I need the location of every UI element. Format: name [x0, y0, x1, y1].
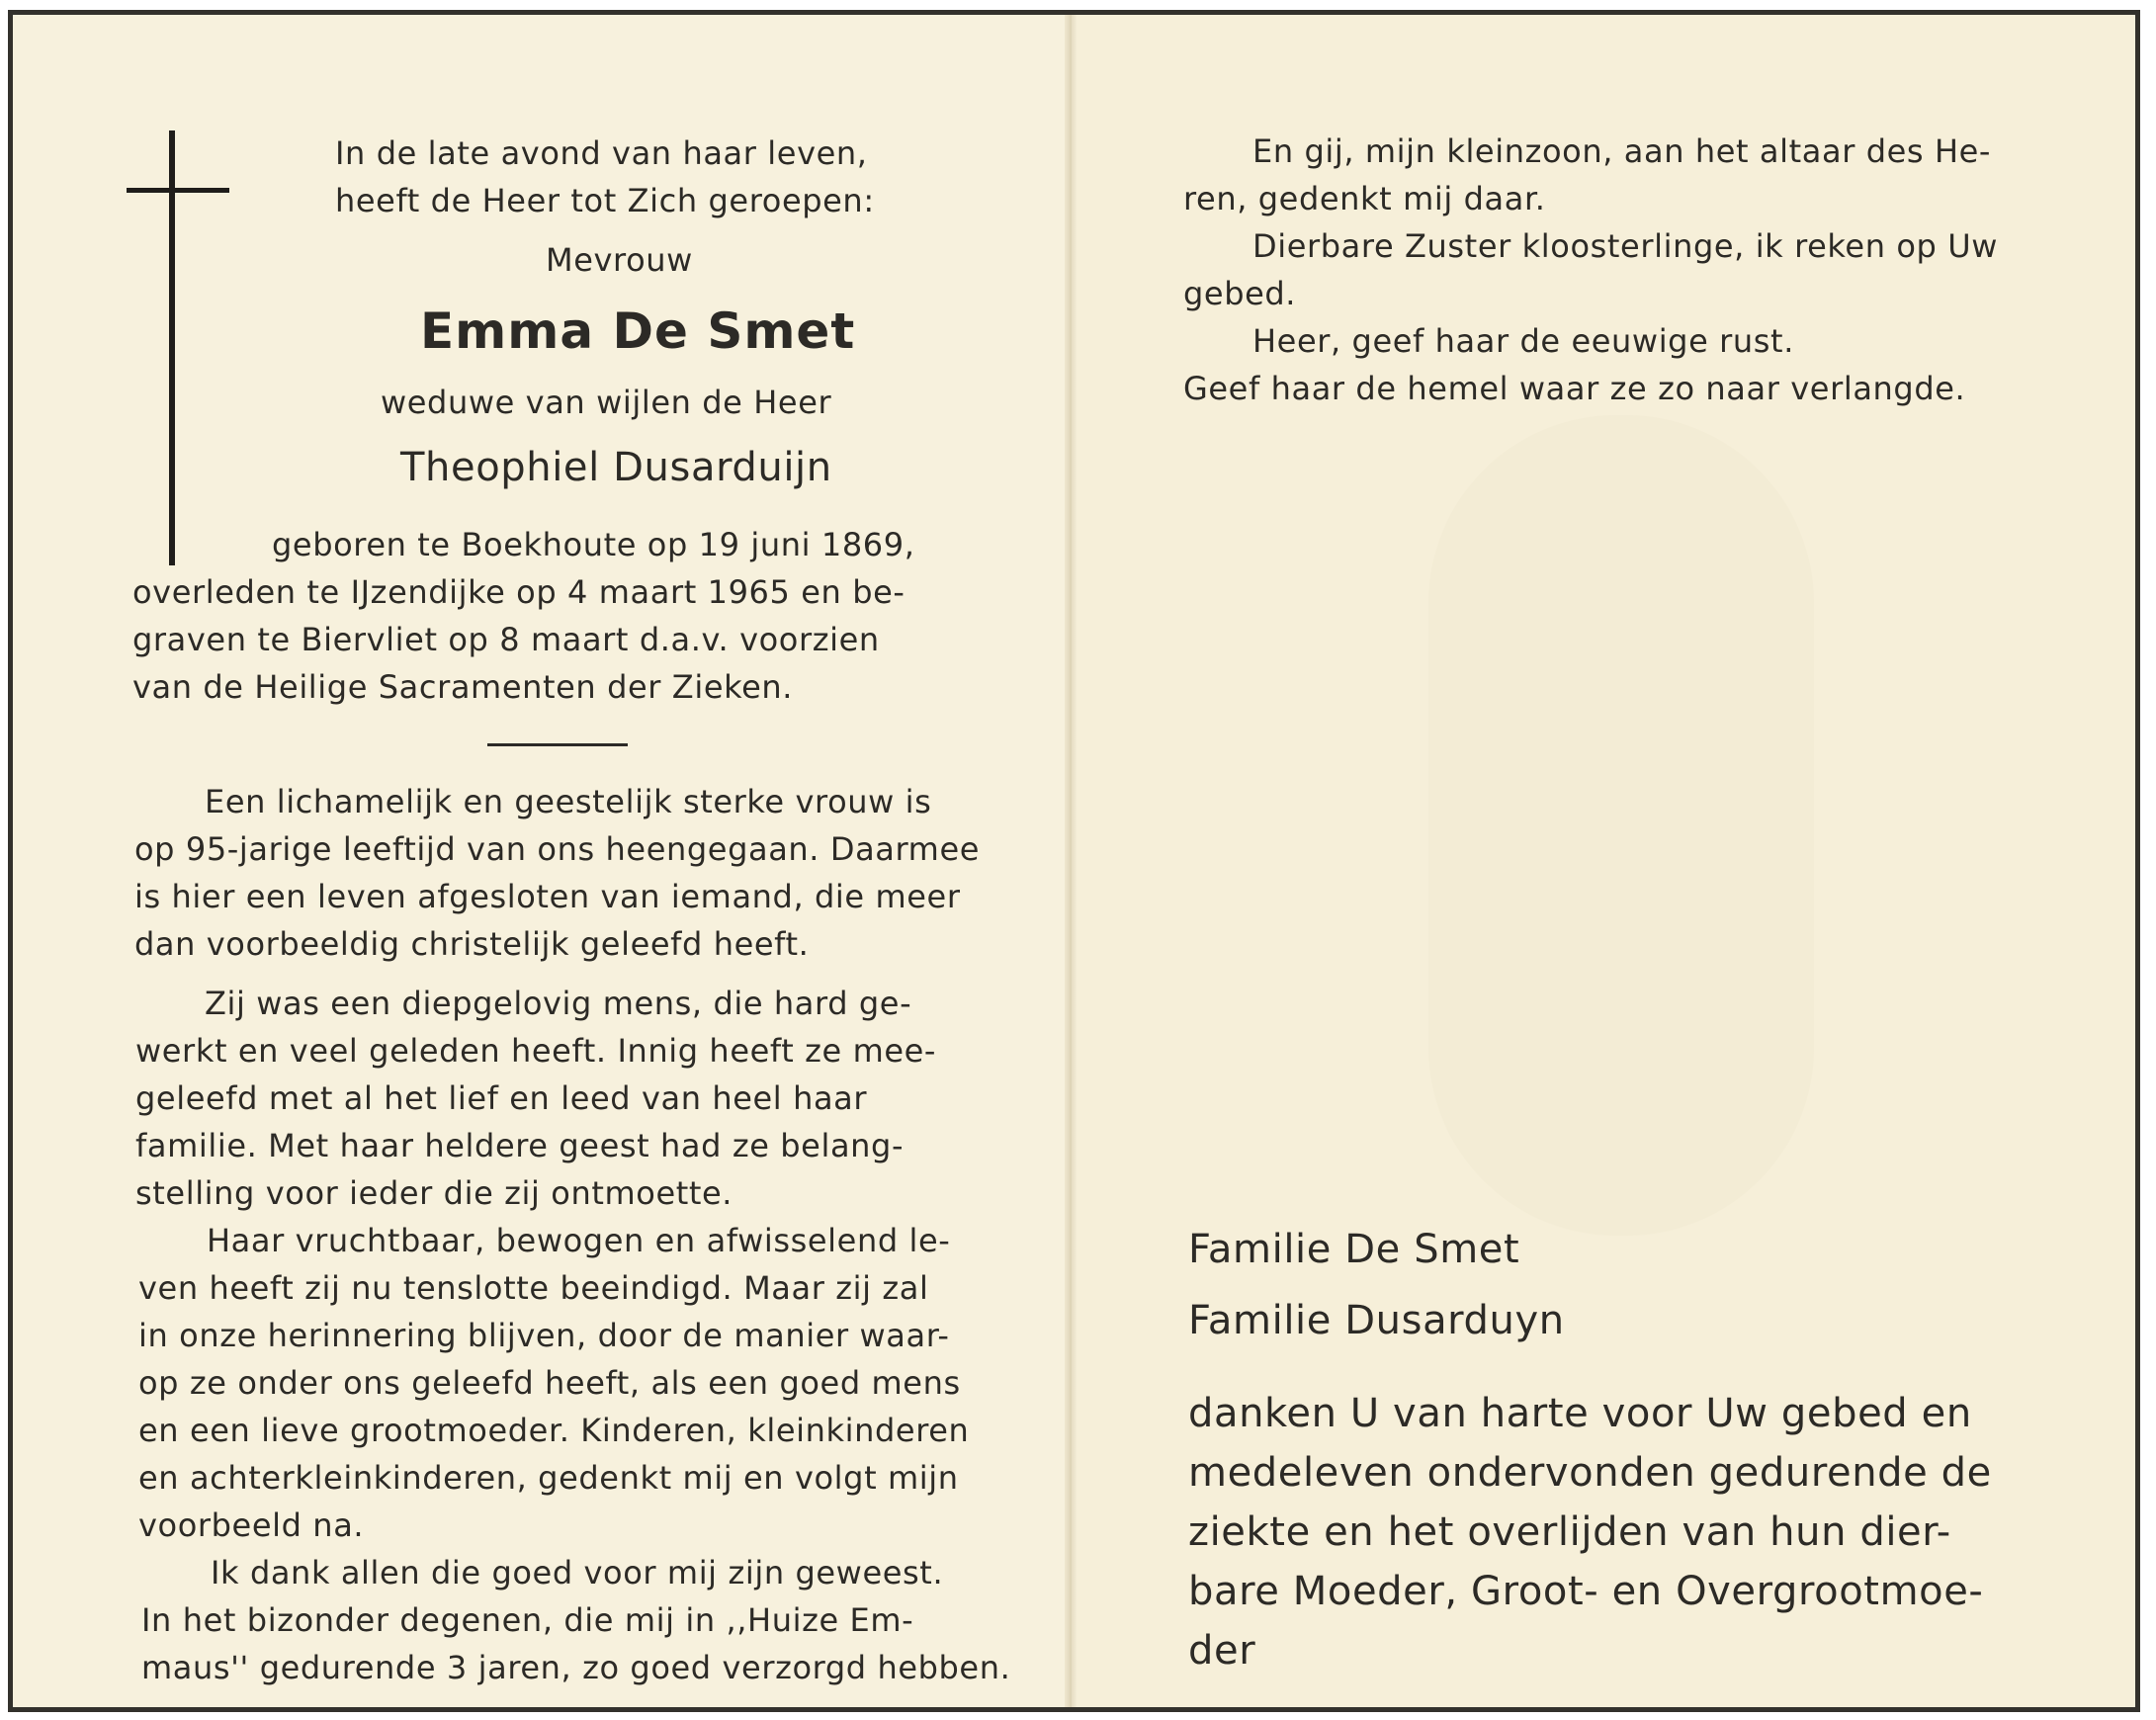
paragraph-line: Zij was een diepgelovig mens, die hard ge-: [205, 985, 912, 1022]
thanks-line: danken U van harte voor Uw gebed en: [1188, 1391, 1972, 1436]
prayer-line: ren, gedenkt mij daar.: [1183, 180, 1546, 217]
salutation: Mevrouw: [546, 241, 693, 279]
paragraph-line: voorbeeld na.: [138, 1506, 365, 1544]
paragraph-line: Ik dank allen die goed voor mij zijn geweest.: [211, 1554, 944, 1591]
paragraph-line: In het bizonder degenen, die mij in ,,Huize Em-: [141, 1601, 914, 1639]
paragraph-line: familie. Met haar heldere geest had ze belang-: [135, 1127, 905, 1164]
bio-line: van de Heilige Sacramenten der Zieken.: [132, 668, 794, 706]
family-name: Familie De Smet: [1188, 1227, 1520, 1272]
paragraph-line: Haar vruchtbaar, bewogen en afwisselend le-: [207, 1222, 951, 1259]
card-fold: [1065, 15, 1077, 1707]
paragraph-line: op 95-jarige leeftijd van ons heengegaan. Daarmee: [134, 830, 981, 868]
paragraph-line: maus'' gedurende 3 jaren, zo goed verzorgd hebben.: [141, 1649, 1011, 1686]
paragraph-line: stelling voor ieder die zij ontmoette.: [135, 1174, 733, 1212]
paragraph-line: op ze onder ons geleefd heeft, als een goed mens: [138, 1364, 961, 1402]
thanks-line: medeleven ondervonden gedurende de: [1188, 1450, 1992, 1496]
faded-portrait-watermark: [1428, 415, 1814, 1236]
paragraph-line: dan voorbeeldig christelijk geleefd heeft.: [134, 925, 810, 963]
bio-line: geboren te Boekhoute op 19 juni 1869,: [272, 526, 915, 563]
prayer-line: gebed.: [1183, 275, 1297, 312]
prayer-line: Geef haar de hemel waar ze zo naar verlangde.: [1183, 370, 1966, 407]
paragraph-line: ven heeft zij nu tenslotte beeindigd. Maar zij zal: [138, 1269, 929, 1307]
family-name: Familie Dusarduyn: [1188, 1298, 1565, 1343]
deceased-name: Emma De Smet: [420, 302, 856, 360]
widow-of-line: weduwe van wijlen de Heer: [381, 384, 832, 421]
prayer-line: Dierbare Zuster kloosterlinge, ik reken op Uw: [1252, 227, 1999, 265]
thanks-line: ziekte en het overlijden van hun dier-: [1188, 1509, 1951, 1555]
paragraph-line: is hier een leven afgesloten van iemand, die meer: [134, 878, 961, 915]
paragraph-line: en achterkleinkinderen, gedenkt mij en volgt mijn: [138, 1459, 959, 1497]
intro-line: heeft de Heer tot Zich geroepen:: [335, 182, 875, 219]
cross-icon-bar: [127, 188, 229, 193]
prayer-line: Heer, geef haar de eeuwige rust.: [1252, 322, 1794, 360]
paragraph-line: en een lieve grootmoeder. Kinderen, kleinkinderen: [138, 1412, 970, 1449]
section-divider: [487, 743, 628, 746]
thanks-line: bare Moeder, Groot- en Overgrootmoe-: [1188, 1569, 1984, 1614]
paragraph-line: Een lichamelijk en geestelijk sterke vrouw is: [205, 783, 932, 820]
intro-line: In de late avond van haar leven,: [335, 134, 868, 172]
thanks-line: der: [1188, 1628, 1256, 1674]
paragraph-line: werkt en veel geleden heeft. Innig heeft ze mee-: [135, 1032, 937, 1070]
bio-line: overleden te IJzendijke op 4 maart 1965 en be-: [132, 573, 906, 611]
cross-icon: [169, 130, 175, 565]
paragraph-line: geleefd met al het lief en leed van heel haar: [135, 1079, 868, 1117]
paragraph-line: in onze herinnering blijven, door de manier waar-: [138, 1317, 950, 1354]
husband-name: Theophiel Dusarduijn: [400, 445, 832, 490]
bio-line: graven te Biervliet op 8 maart d.a.v. voorzien: [132, 621, 880, 658]
prayer-line: En gij, mijn kleinzoon, aan het altaar des He-: [1252, 132, 1992, 170]
